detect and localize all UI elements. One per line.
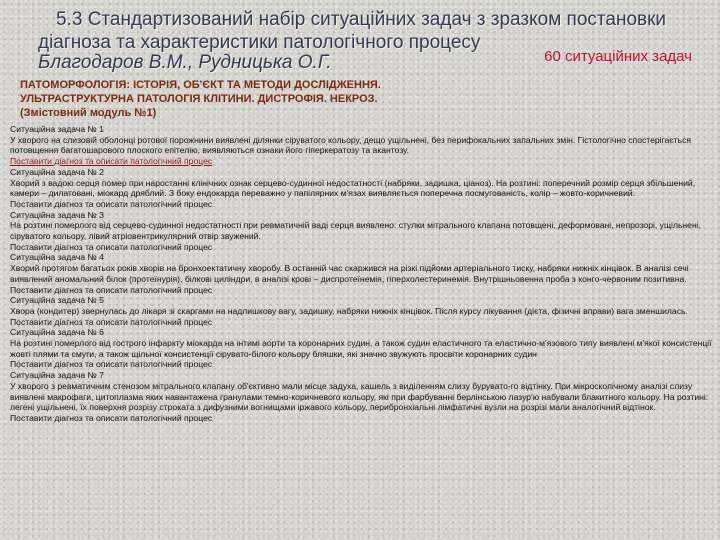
task-heading: Ситуаційна задача № 7 bbox=[10, 370, 104, 381]
task-instruction: Поставити діагноз та описати патологічний процес bbox=[10, 241, 213, 252]
module-line-3: (Змістовний модуль №1) bbox=[20, 107, 157, 119]
task-heading: Ситуаційна задача № 4 bbox=[10, 252, 104, 263]
authors: Благодаров В.М., Рудницька О.Г. bbox=[38, 52, 332, 73]
task-item bbox=[10, 124, 714, 167]
task-item bbox=[10, 210, 714, 253]
task-instruction: Поставити діагноз та описати патологічний процес bbox=[10, 359, 213, 370]
title-line-1: 5.3 Стандартизований набір ситуаційних задач з зразком постановки bbox=[56, 9, 667, 30]
module-heading bbox=[20, 78, 381, 120]
task-item bbox=[10, 295, 714, 327]
module-line-2: УЛЬТРАСТРУКТУРНА ПАТОЛОГІЯ КЛІТИНИ. ДИСТРОФІЯ. НЕКРОЗ. bbox=[20, 93, 378, 105]
module-line-1: ПАТОМОРФОЛОГІЯ: ІСТОРІЯ, ОБ'ЄКТ ТА МЕТОДИ ДОСЛІДЖЕННЯ. bbox=[20, 79, 381, 91]
task-instruction: Поставити діагноз та описати патологічний процес bbox=[10, 284, 213, 295]
task-list bbox=[10, 124, 714, 424]
task-text: Хвора (кондитер) звернулась до лікаря зі скаргами на надлишкову вагу, задишку, набряки нижніх кінцівок. Після курсу лікування (дієта, фізичні вправи) вага зменшилась. bbox=[10, 305, 688, 316]
task-item bbox=[10, 252, 714, 295]
task-text: У хворого з ревматичним стенозом мітрального клапану об'єктивно мали місце задуха, кашель з виділенням слизу бурувато-го відтінку. При мікроскопічному аналізі слизу виявлені макрофаги, цитоплазма яких навантажена гранулами темно-коричневого кольору, які при фарбуванні берлінською лазур'ю набували блакитного кольору. На розтині: легені ущільнені, їх поверхня розрізу строката з дифузними вогнищами іржавого кольору, перибронхіальні лімфатичні вузли на розрізі мали аналогічний відтінок. bbox=[10, 380, 709, 413]
task-heading: Ситуаційна задача № 1 bbox=[10, 124, 104, 134]
task-heading: Ситуаційна задача № 6 bbox=[10, 327, 104, 338]
task-text: Хворий з вадою серця помер при наростанні клінічних ознак серцево-судинної недостатності (набряки, задишка, ціаноз). На розтині: поперечний розмір серця збільшений, камери – дилатовані, міокард дряблий. З боку ендокарда переважно у папілярних м'язах виявляється поперечна посмугованість, колір – жовто-коричневий. bbox=[10, 177, 696, 199]
task-instruction: Поставити діагноз та описати патологічний процес bbox=[10, 198, 213, 209]
task-item bbox=[10, 167, 714, 210]
task-instruction: Поставити діагноз та описати патологічний процес bbox=[10, 316, 213, 327]
task-text: На розтині померлого від гострого інфаркту міокарда на інтимі аорти та коронарних судин, а також судин еластичного та еластично-м'язового типу виявлені м'якої консистенції жовті плями та смуги, а також щільної консистенції сірувато-білого кольору бляшки, які значно звужують просвіти коронарних судин bbox=[10, 338, 712, 359]
task-text: Хворий протягом багатьох років хворів на бронхоектатичну хворобу. В останній час скаржився на різкі підйоми артеріального тиску, набряки нижніх кінцівок. В аналізі сечі виявлений аномальний білок (протеїнурія), білкові циліндри, в аналізі крові – диспротеїнемія, гіперхолестеринемія. Внутрішньовенна проба з конго-червоним позитивна. bbox=[10, 263, 689, 284]
task-text: На розтині померлого від серцево-судинної недостатності при ревматичній ваді серця виявлено: стулки мітрального клапана потовщені, деформовані, непрозорі, ущільнені, сіруватого кольору, лівий атріовентрикулярний отвір звужений. bbox=[10, 220, 701, 242]
task-count: 60 ситуаційних задач bbox=[544, 48, 692, 65]
task-item bbox=[10, 370, 714, 424]
task-heading: Ситуаційна задача № 2 bbox=[10, 166, 104, 177]
task-instruction: Поставити діагноз та описати патологічний процес bbox=[10, 412, 213, 423]
title-line-2: діагноза та характеристики патологічного процесу bbox=[38, 32, 481, 53]
task-instruction: Поставити діагноз та описати патологічний процес bbox=[10, 156, 213, 167]
task-heading: Ситуаційна задача № 5 bbox=[10, 295, 104, 306]
task-item bbox=[10, 327, 714, 370]
task-heading: Ситуаційна задача № 3 bbox=[10, 209, 104, 220]
task-text: У хворого на слизовій оболонці ротової порожнини виявлені ділянки сіруватого кольору, дещо ущільнені, без перифокальних запальних змін. Гістологічно спостерігається потовщення багатошарового плоского епітелію, виявляються ознаки його гіперкератозу та акантозу. bbox=[10, 134, 692, 156]
